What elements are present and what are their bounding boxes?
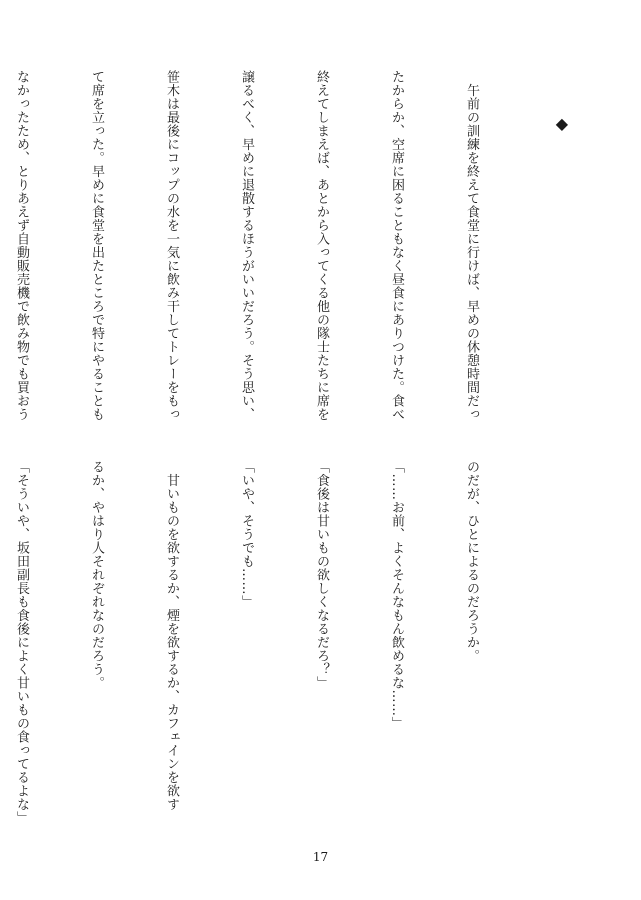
text-line: るか、やはり人それぞれなのだろう。 xyxy=(89,460,104,690)
text-line: 「食後は甘いもの欲しくなるだろ？」 xyxy=(314,460,329,690)
section-break-diamond-icon: ◆ xyxy=(555,114,568,133)
top-text-block xyxy=(0,70,534,420)
text-line: 終えてしまえば、あとから入ってくる他の隊士たちに席を xyxy=(314,70,329,421)
bottom-text-block xyxy=(0,460,534,825)
page-number: 17 xyxy=(312,850,329,864)
text-line: 甘いものを欲するか、煙を欲するか、カフェインを欲す xyxy=(164,460,179,811)
text-line: て席を立った。早めに食堂を出たところで特にやることも xyxy=(89,70,104,421)
text-line: 譲るべく、早めに退散するほうがいいだろう。そう思い、 xyxy=(239,70,254,421)
text-line: 午前の訓練を終えて食堂に行けば、早めの休憩時間だっ xyxy=(464,70,479,421)
text-line: 「……お前、よくそんなもん飲めるな……」 xyxy=(389,460,404,730)
text-line: 笹木は最後にコップの水を一気に飲み干してトレーをもっ xyxy=(164,70,179,421)
text-line: 「いや、そうでも……」 xyxy=(239,460,254,609)
text-line: たからか、空席に困ることもなく昼食にありつけた。食べ xyxy=(389,70,404,421)
text-line: 「そういや、坂田副長も食後によく甘いもの食ってるよな」 xyxy=(14,460,29,825)
text-line: のだが、ひとによるのだろうか。 xyxy=(464,460,479,663)
text-line: なかったため、とりあえず自動販売機で飲み物でも買おう xyxy=(14,70,29,421)
